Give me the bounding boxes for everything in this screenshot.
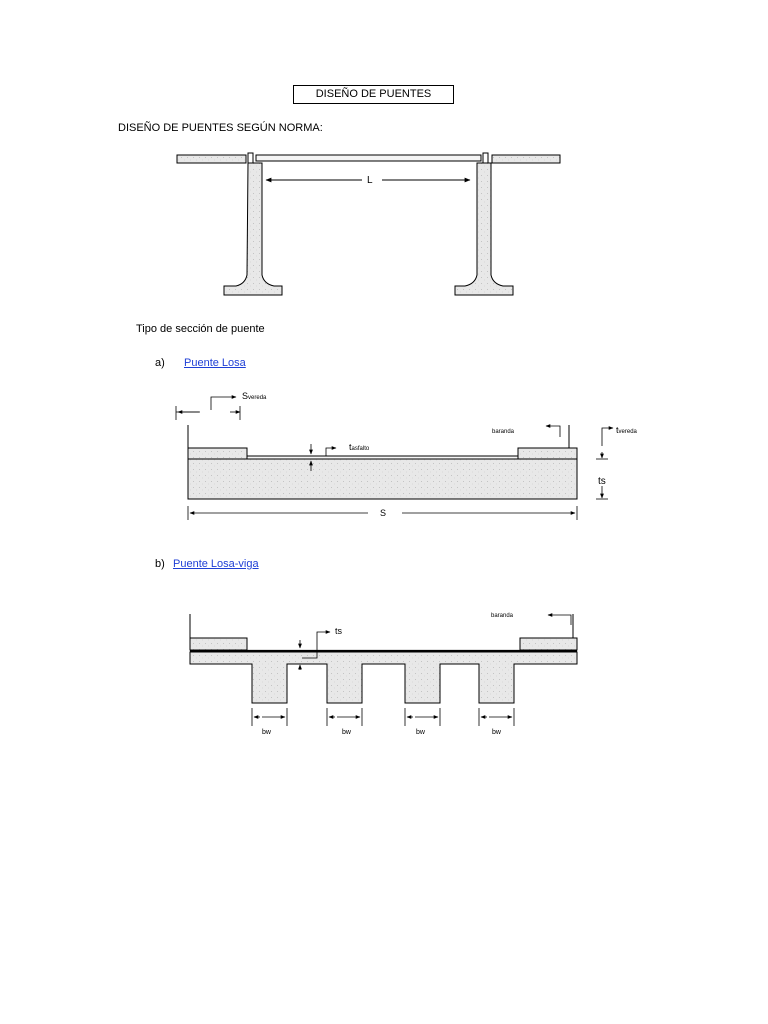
baranda-label-b: baranda — [491, 613, 514, 619]
t-vereda-label: tvereda — [616, 425, 637, 435]
left-cantilever-slab — [177, 155, 246, 163]
puente-losa-viga-link[interactable]: Puente Losa-viga — [173, 558, 259, 570]
ts-label-a: ts — [598, 476, 606, 487]
t-asfalto-label: tasfalto — [349, 442, 370, 452]
item-a-marker: a) — [155, 357, 165, 369]
right-sidewalk-b — [520, 638, 577, 650]
slab-beam-bridge-figure — [190, 614, 577, 703]
s-vereda-label: Svereda — [242, 391, 267, 401]
baranda-label-a: baranda — [492, 429, 515, 435]
main-slab — [188, 459, 577, 499]
left-sidewalk-b — [190, 638, 247, 650]
deck-slab — [256, 155, 481, 161]
document-title: DISEÑO DE PUENTES — [293, 85, 454, 104]
intro-heading: DISEÑO DE PUENTES SEGÚN NORMA: — [118, 122, 323, 134]
ts-label-b: ts — [335, 626, 343, 636]
bw-label-4: bw — [492, 729, 501, 736]
puente-losa-link[interactable]: Puente Losa — [184, 357, 246, 369]
right-sidewalk — [518, 448, 577, 459]
asphalt-layer — [247, 456, 518, 459]
span-label: L — [367, 175, 373, 186]
right-cantilever-slab — [492, 155, 560, 163]
s-label: S — [380, 508, 387, 518]
left-pier — [224, 163, 282, 295]
slab-with-beams — [190, 652, 577, 703]
item-b-marker: b) — [155, 558, 165, 570]
bw-label-2: bw — [342, 729, 351, 736]
bw-label-3: bw — [416, 729, 425, 736]
left-sidewalk — [188, 448, 247, 459]
bw-label-1: bw — [262, 729, 271, 736]
section-types-heading: Tipo de sección de puente — [136, 323, 265, 335]
slab-bridge-figure — [188, 425, 577, 499]
right-pier — [455, 163, 513, 295]
